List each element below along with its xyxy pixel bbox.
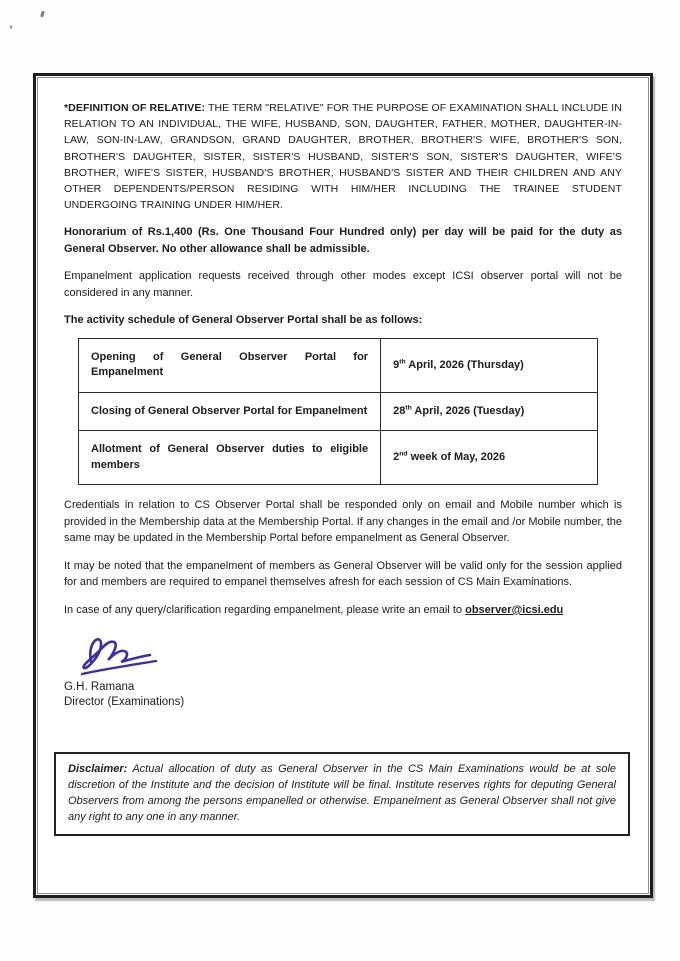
definition-paragraph	[64, 100, 622, 213]
disclaimer-label: Disclaimer:	[68, 763, 128, 776]
signature-block	[64, 630, 622, 710]
signature-image	[66, 630, 176, 678]
honorarium-paragraph: Honorarium of Rs.1,400 (Rs. One Thousand Four Hundred only) per day will be paid for the duty as General Observer. No other allowance shall be admissible.	[64, 226, 622, 255]
date-number: 9	[393, 358, 400, 371]
signatory-title: Director (Examinations)	[64, 696, 185, 709]
document-border-frame	[33, 73, 653, 898]
disclaimer-text: Actual allocation of duty as General Observer in the CS Main Examinations would be at sole discretion of the Institute and the decision of Institute will be final. Institute reserves rights for deputing General Observers from among the persons empanelled or otherwise. Empanelment as General Observer shall not give any right to any one in any manner.	[68, 763, 616, 824]
date-number: 28	[393, 404, 406, 417]
scan-artifact	[10, 25, 13, 29]
table-row	[79, 431, 598, 485]
disclaimer-box	[54, 752, 630, 836]
table-row	[79, 338, 598, 392]
empanelment-note-paragraph: Empanelment application requests received through other modes except ICSI observer portal will not be considered in any manner.	[64, 270, 622, 299]
schedule-activity-cell: Closing of General Observer Portal for Empanelment	[79, 392, 381, 431]
schedule-date-cell	[381, 392, 598, 431]
schedule-date-cell	[381, 338, 598, 392]
date-rest: week of May, 2026	[407, 451, 506, 464]
query-text: In case of any query/clarification regarding empanelment, please write an email to	[64, 603, 466, 616]
table-row	[79, 392, 598, 431]
date-number: 2	[393, 451, 400, 464]
schedule-table	[78, 338, 598, 486]
signatory-name: G.H. Ramana	[64, 681, 135, 694]
credentials-paragraph: Credentials in relation to CS Observer Portal shall be responded only on email and Mobile number which is provided in the Membership data at the Membership Portal. If any changes in the email and /or Mobile number, the same may be updated in the Membership Portal before empanelment as General Observer.	[64, 499, 622, 545]
schedule-date-cell	[381, 431, 598, 485]
definition-text: THE TERM "RELATIVE" FOR THE PURPOSE OF EXAMINATION SHALL INCLUDE IN RELATION TO AN INDIVIDUAL, THE WIFE, HUSBAND, SON, DAUGHTER, FATHER, MOTHER, DAUGHTER-IN-LAW, SON-IN-LAW, GRANDSON, GRAND DAUGHTER, BROTHER, BROTHER'S WIFE, BROTHER'S SON, BROTHER'S DAUGHTER, SISTER, SISTER'S HUSBAND, SISTER'S SON, SISTER'S DAUGHTER, WIFE'S BROTHER, WIFE'S SISTER, HUSBAND'S BROTHER, HUSBAND'S SISTER AND THEIR CHILDREN AND ANY OTHER DEPENDENTS/PERSON RESIDING WITH HIM/HER INCLUDING THE TRAINEE STUDENT UNDERGOING TRAINING UNDER HIM/HER.	[64, 102, 622, 212]
date-rest: April, 2026 (Thursday)	[405, 358, 524, 371]
definition-lead: *DEFINITION OF RELATIVE:	[64, 102, 206, 114]
schedule-activity-cell: Opening of General Observer Portal for Empanelment	[79, 338, 381, 392]
date-ordinal: th	[405, 404, 412, 412]
validity-paragraph: It may be noted that the empanelment of members as General Observer will be valid only for the session applied for and members are required to empanel themselves afresh for each session of CS Main Examinations.	[64, 559, 622, 589]
query-paragraph	[64, 602, 622, 619]
date-rest: April, 2026 (Tuesday)	[411, 404, 525, 417]
scan-artifact	[40, 11, 45, 18]
document-content	[37, 77, 649, 894]
schedule-heading: The activity schedule of General Observer Portal shall be as follows:	[64, 314, 423, 327]
date-ordinal: th	[399, 358, 406, 366]
schedule-activity-cell: Allotment of General Observer duties to eligible members	[79, 431, 381, 485]
observer-email-link[interactable]: observer@icsi.edu	[465, 603, 564, 616]
date-ordinal: nd	[399, 450, 408, 458]
